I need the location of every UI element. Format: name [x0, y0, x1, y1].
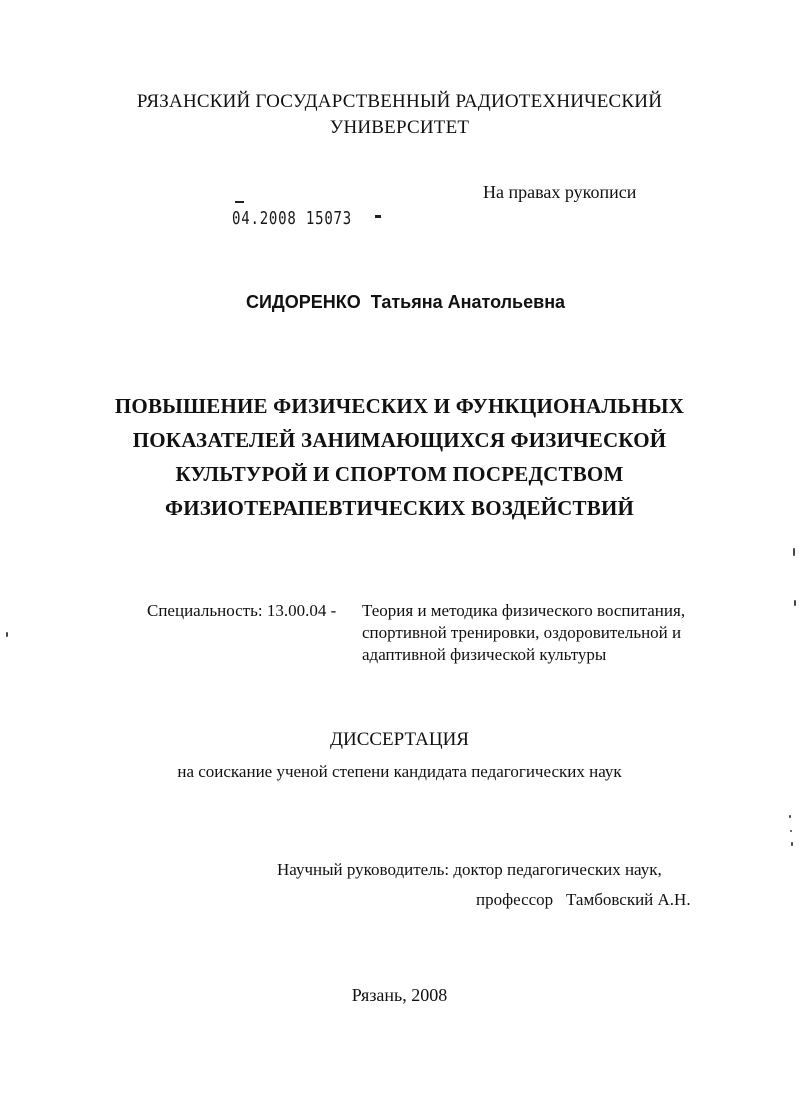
author-name [246, 290, 565, 314]
dissertation-title-line4: ФИЗИОТЕРАПЕВТИЧЕСКИХ ВОЗДЕЙСТВИЙ [164, 496, 635, 520]
scan-speck [789, 815, 791, 818]
stamp-tick-mark [235, 201, 244, 203]
dissertation-title-line2: ПОКАЗАТЕЛЕЙ ЗАНИМАЮЩИХСЯ ФИЗИЧЕСКОЙ [132, 428, 667, 452]
registration-stamp: 04.2008 15073 [232, 208, 353, 229]
scan-speck [794, 600, 796, 606]
scan-speck [790, 830, 792, 832]
university-name-line2: УНИВЕРСИТЕТ [329, 117, 470, 138]
work-type-subheading: на соискание ученой степени кандидата педагогических наук [177, 762, 622, 781]
author-given-name: Татьяна Анатольевна [370, 292, 566, 312]
supervisor-line2 [476, 888, 691, 912]
specialty-line3: адаптивной физической культуры [362, 645, 607, 664]
dissertation-title-line3: КУЛЬТУРОЙ И СПОРТОМ ПОСРЕДСТВОМ [175, 462, 624, 486]
scan-speck [791, 842, 793, 846]
supervisor-name: Тамбовский А.Н. [565, 890, 691, 909]
rights-note: На правах рукописи [483, 182, 637, 202]
university-name-line1: РЯЗАНСКИЙ ГОСУДАРСТВЕННЫЙ РАДИОТЕХНИЧЕСКИЙ [136, 91, 663, 112]
supervisor-title: профессор [476, 890, 554, 909]
stamp-dash-mark [375, 215, 381, 218]
specialty-label: Специальность: 13.00.04 - [147, 601, 337, 620]
specialty-line1: Теория и методика физического воспитания, [362, 601, 686, 620]
work-type-heading: ДИССЕРТАЦИЯ [330, 729, 469, 750]
city-year: Рязань, 2008 [351, 985, 448, 1005]
author-surname: СИДОРЕНКО [246, 292, 361, 312]
supervisor-line1: Научный руководитель: доктор педагогических наук, [277, 860, 662, 879]
scan-speck [793, 548, 795, 556]
scan-speck [6, 632, 8, 637]
specialty-line2: спортивной тренировки, оздоровительной и [362, 623, 682, 642]
dissertation-title-line1: ПОВЫШЕНИЕ ФИЗИЧЕСКИХ И ФУНКЦИОНАЛЬНЫХ [114, 394, 685, 418]
